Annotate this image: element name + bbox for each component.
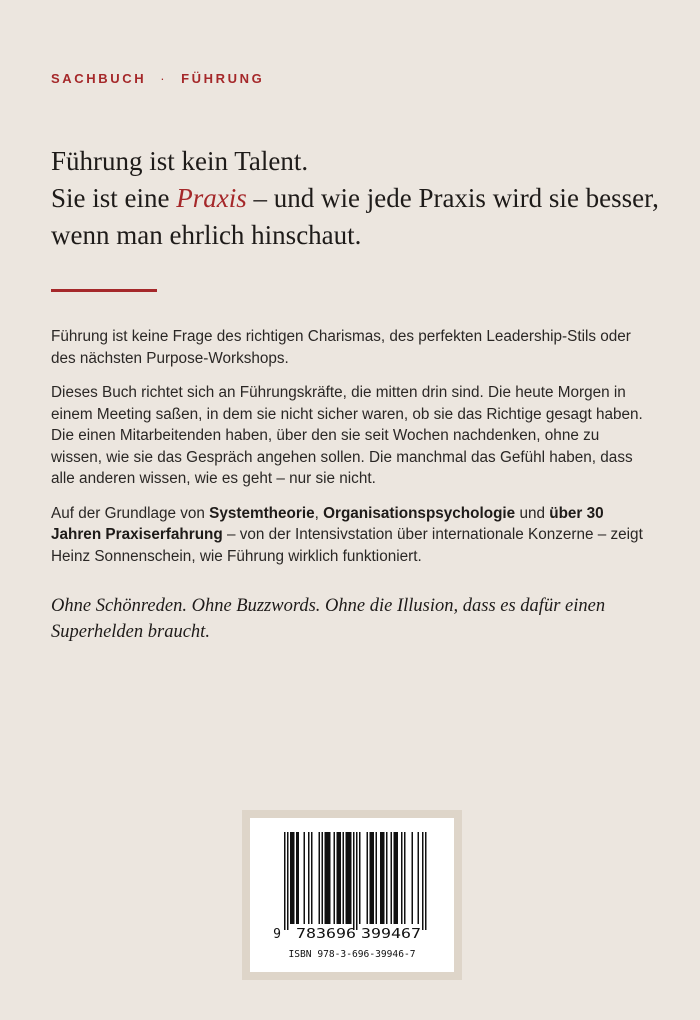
barcode-bar [382,832,384,924]
closing-quote: Ohne Schönreden. Ohne Buzzwords. Ohne die Illusion, dass es dafür einen Superhelden braucht. [51,596,606,642]
barcode-guard-bar [287,832,289,930]
barcode-bar [404,832,406,924]
barcode-bar [311,832,313,924]
barcode-bar [391,832,393,924]
barcode-box [250,818,454,972]
headline-accent-word: Praxis [176,183,247,213]
barcode-bar [350,832,352,924]
barcode-bar [371,832,373,924]
barcode-guard-bar [356,832,358,930]
barcode-bar [325,832,327,924]
barcode-bar [394,832,396,924]
headline-line-1: Führung ist kein Talent. [51,146,309,176]
barcode-bar [386,832,388,924]
p3-text-2: , [314,504,324,522]
barcode-bar [367,832,369,924]
blurb-body [51,326,651,580]
p3-bold-organisationspsychologie: Organisationspsychologie [323,504,516,522]
barcode-bar [322,832,324,924]
barcode-bar [293,832,295,924]
headline-line-2 [51,180,671,217]
barcode-bar [328,832,330,924]
barcode-left-digits: 783696 [296,927,356,942]
barcode-bar [395,832,397,924]
barcode-bar [397,832,399,924]
category-separator: · [160,71,168,86]
headline-line-3: wenn man ehrlich hinschaut. [51,220,362,250]
barcode-bar [359,832,361,924]
barcode-bar [292,832,294,924]
barcode-bar [337,832,339,924]
barcode-bar [343,832,345,924]
barcode-bar [340,832,342,924]
barcode-bar [329,832,331,924]
isbn-label: ISBN 978-3-696-39946-7 [288,949,416,960]
barcode-bar [349,832,351,924]
headline [51,143,671,254]
barcode-right-digits: 399467 [361,927,421,942]
barcode-bar [347,832,349,924]
p3-text-3: und [515,504,550,522]
category-label [51,71,264,86]
barcode-bar [319,832,321,924]
category-first: SACHBUCH [51,71,147,86]
barcode-guard-bar [353,832,355,930]
barcode-first-digit: 9 [273,927,281,942]
barcode-guard-bar [425,832,427,930]
barcode-bar [338,832,340,924]
barcode-bar [308,832,310,924]
barcode-bar [383,832,385,924]
barcode-bar [346,832,348,924]
barcode-bar [380,832,382,924]
ean-barcode [270,832,434,944]
barcode-bar [376,832,378,924]
blurb-paragraph-1: Führung ist keine Frage des richtigen Charismas, des perfekten Leadership-Stils oder des nächsten Purpose-Workshops. [51,328,631,367]
barcode-guard-bar [422,832,424,930]
p3-bold-systemtheorie: Systemtheorie [209,504,315,522]
barcode-bar [304,832,306,924]
barcode-bar [401,832,403,924]
p3-bold-praxiserfahrung: über 30 Jahren Praxiserfahrung [51,504,604,543]
barcode-bar [412,832,414,924]
accent-divider [51,289,157,292]
p3-text-4: – von der Intensivstation über internationale Konzerne – zeigt Heinz Sonnenschein, wie Führung wirklich funktioniert. [51,526,643,565]
barcode-bar [298,832,300,924]
headline-line-2-after: – und wie jede Praxis wird sie besser, [246,183,659,213]
barcode-bar [370,832,372,924]
p3-text-1: Auf der Grundlage von [51,504,210,522]
headline-line-2-before: Sie ist eine [51,183,177,213]
barcode-bar [290,832,292,924]
barcode-bar [334,832,336,924]
category-second: FÜHRUNG [181,71,265,86]
barcode-bar [296,832,298,924]
blurb-paragraph-2: Dieses Buch richtet sich an Führungskräfte, die mitten drin sind. Die heute Morgen in einem Meeting saßen, in dem sie nicht sicher waren, ob sie das Richtige gesagt haben. Die einen Mitarbeitenden haben, über den sie seit Wochen nachdenken, ohne zu wissen, wie sie das Gespräch angehen sollen. Die manchmal das Gefühl haben, dass alle anderen wissen, wie es geht – nur sie nicht. [51,384,643,487]
barcode-bar [418,832,420,924]
barcode-bar [326,832,328,924]
barcode-bar [373,832,375,924]
barcode-guard-bar [284,832,286,930]
blurb-paragraph-3 [51,503,651,568]
